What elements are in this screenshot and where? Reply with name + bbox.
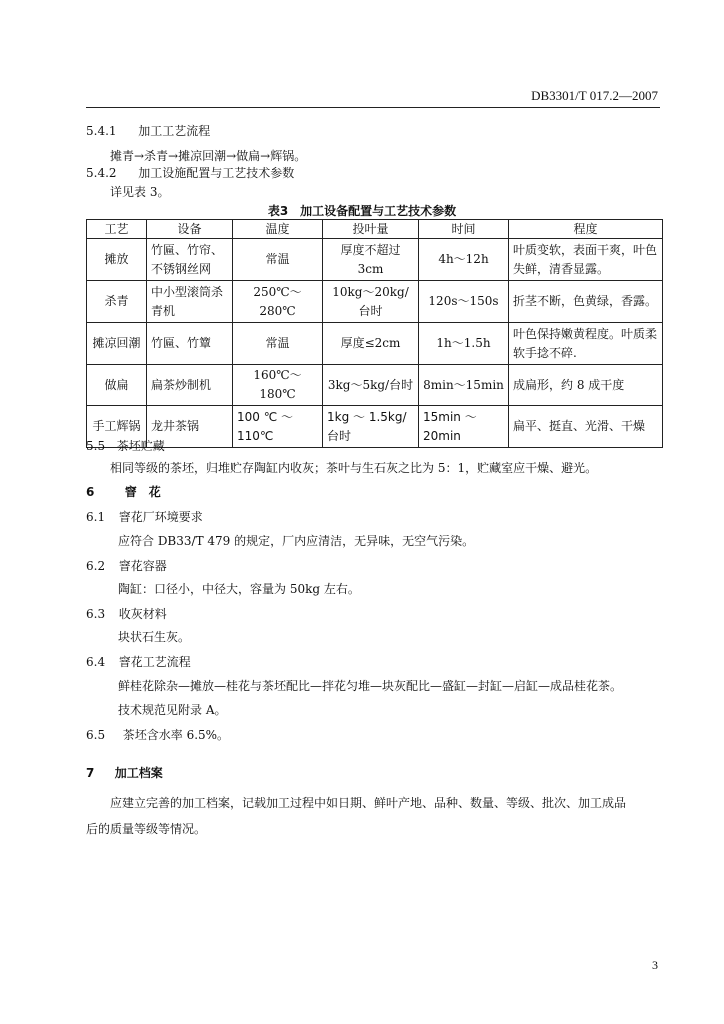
table-row (87, 365, 663, 406)
section-number: 5.4.2 (86, 166, 117, 180)
section-title: 收灰材料 (118, 607, 167, 621)
header-process: 工艺 (87, 220, 147, 239)
section-title: 茶坯贮藏 (116, 439, 165, 453)
section-number: 7 (86, 766, 95, 780)
section-7-body-cont: 后的质量等级等情况。 (86, 822, 207, 836)
section-6-2-body: 陶缸：口径小，中径大，容量为 50kg 左右。 (118, 582, 360, 596)
section-title: 窨花容器 (118, 559, 167, 573)
cell-process: 做扁 (87, 365, 147, 406)
cell-degree: 成扁形，约 8 成干度 (509, 365, 663, 406)
cell-equipment: 竹匾、竹帘、不锈钢丝网 (147, 239, 233, 281)
section-number: 6.1 (86, 510, 106, 524)
standard-number: DB3301/T 017.2—2007 (531, 88, 658, 103)
cell-process: 摊放 (87, 239, 147, 281)
section-number: 5.5 (86, 439, 106, 453)
section-title: 加工设施配置与工艺技术参数 (138, 166, 295, 180)
cell-time: 120s～150s (419, 281, 509, 323)
table-row (87, 323, 663, 365)
cell-temperature: 160℃～180℃ (233, 365, 323, 406)
cell-time: 1h～1.5h (419, 323, 509, 365)
section-6-3-body: 块状石生灰。 (118, 630, 191, 644)
cell-degree: 扁平、挺直、光滑、干燥 (509, 406, 663, 448)
section-5-4-1-heading (86, 122, 210, 139)
table-caption: 表3 加工设备配置与工艺技术参数 (267, 204, 457, 218)
header-amount: 投叶量 (323, 220, 419, 239)
section-5-5-body: 相同等级的茶坯，归堆贮存陶缸内收灰；茶叶与生石灰之比为 5：1，贮藏室应干燥、避光。 (110, 461, 598, 475)
section-title: 窨花工艺流程 (118, 655, 191, 669)
section-number: 5.4.1 (86, 124, 117, 138)
section-number: 6.4 (86, 655, 106, 669)
header-temperature: 温度 (233, 220, 323, 239)
cell-process: 杀青 (87, 281, 147, 323)
section-5-4-1-body: 摊青→杀青→摊凉回潮→做扁→辉锅。 (110, 149, 307, 163)
section-number: 6.2 (86, 559, 106, 573)
section-6-1-body: 应符合 DB33/T 479 的规定，厂内应清洁，无异味，无空气污染。 (118, 534, 475, 548)
cell-degree: 叶色保持嫩黄程度。叶质柔软手捻不碎. (509, 323, 663, 365)
section-6-1-heading (86, 508, 203, 525)
table-header-row (87, 220, 663, 239)
section-6-5-heading (86, 726, 229, 743)
section-number: 6.3 (86, 607, 106, 621)
header-time: 时间 (419, 220, 509, 239)
cell-amount: 3kg～5kg/台时 (323, 365, 419, 406)
cell-time: 4h～12h (419, 239, 509, 281)
cell-time: 8min～15min (419, 365, 509, 406)
header-degree: 程度 (509, 220, 663, 239)
header-equipment: 设备 (147, 220, 233, 239)
section-7-body: 应建立完善的加工档案，记载加工过程中如日期、鲜叶产地、品种、数量、等级、批次、加工成品 (110, 796, 627, 810)
section-5-4-2-body: 详见表 3。 (110, 185, 170, 199)
cell-time: 15min ～ 20min (419, 406, 509, 448)
section-5-5-heading (86, 437, 165, 454)
cell-amount: 厚度不超过 3cm (323, 239, 419, 281)
section-6-2-heading (86, 557, 167, 574)
cell-amount: 10kg～20kg/台时 (323, 281, 419, 323)
section-number: 6.5 (86, 728, 106, 742)
section-6-4-note: 技术规范见附录 A。 (118, 703, 227, 717)
cell-temperature: 常温 (233, 323, 323, 365)
section-number: 6 (86, 485, 95, 499)
section-6-heading (86, 483, 161, 500)
cell-temperature: 100 ℃ ～ 110℃ (233, 406, 323, 448)
cell-degree: 叶质变软，表面干爽，叶色失鲜，清香显露。 (509, 239, 663, 281)
cell-amount: 1kg ～ 1.5kg/台时 (323, 406, 419, 448)
cell-temperature: 250℃～280℃ (233, 281, 323, 323)
section-7-heading (86, 764, 163, 781)
section-title: 加工档案 (114, 766, 163, 780)
section-6-4-body: 鲜桂花除杂—摊放—桂花与茶坯配比—拌花匀堆—块灰配比—盛缸—封缸—启缸—成品桂花茶。 (118, 679, 623, 693)
cell-equipment: 龙井茶锅 (147, 406, 233, 448)
table-row (87, 406, 663, 448)
section-title: 茶坯含水率 6.5%。 (122, 728, 230, 742)
cell-equipment: 扁茶炒制机 (147, 365, 233, 406)
section-title: 窨 花 (124, 485, 161, 499)
section-6-3-heading (86, 605, 167, 622)
cell-process: 手工辉锅 (87, 406, 147, 448)
header-rule (86, 107, 660, 108)
table-row (87, 281, 663, 323)
section-title: 加工工艺流程 (138, 124, 211, 138)
table-3 (86, 219, 663, 448)
cell-process: 摊凉回潮 (87, 323, 147, 365)
page-number: 3 (652, 958, 658, 972)
cell-degree: 折茎不断，色黄绿，香露。 (509, 281, 663, 323)
cell-equipment: 竹匾、竹簟 (147, 323, 233, 365)
section-title: 窨花厂环境要求 (118, 510, 203, 524)
section-6-4-heading (86, 653, 191, 670)
cell-amount: 厚度≤2cm (323, 323, 419, 365)
cell-equipment: 中小型滚筒杀青机 (147, 281, 233, 323)
table-row (87, 239, 663, 281)
cell-temperature: 常温 (233, 239, 323, 281)
section-5-4-2-heading (86, 164, 294, 181)
